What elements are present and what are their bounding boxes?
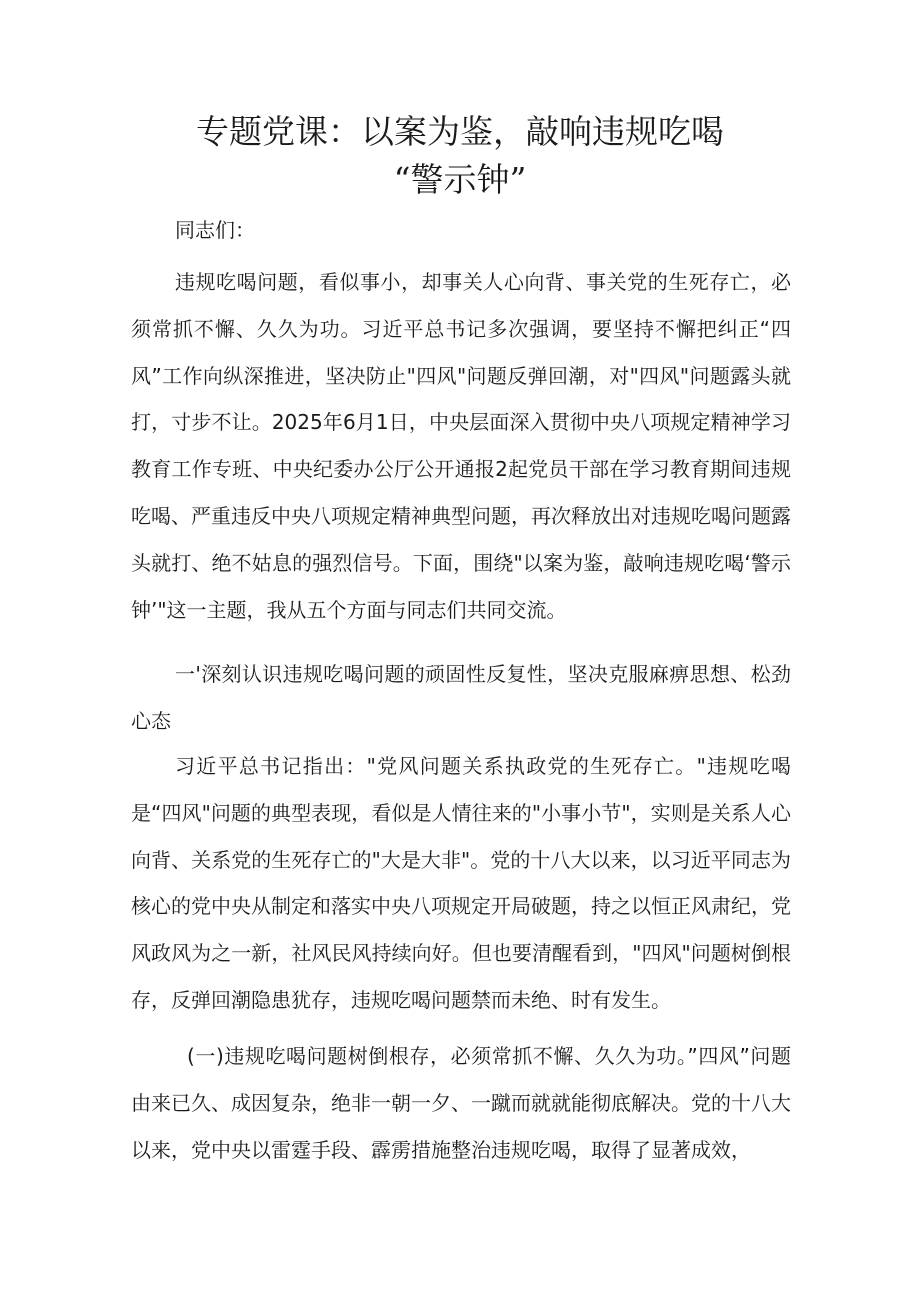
document-title-line-1: 专题党课：以案为鉴，敲响违规吃喝 — [196, 112, 724, 151]
salutation: 同志们： — [175, 218, 255, 242]
section-heading-1: 一'深刻认识违规吃喝问题的顽固性反复性，坚决克服麻痹思想、松劲心态 — [131, 662, 791, 733]
subsection-paragraph-1: (一)违规吃喝问题树倒根存，必须常抓不懈、久久为功。”四风”问题由来已久、成因复杂，绝非一朝一夕、一蹴而就就能彻底解决。党的十八大以来，党中央以雷霆手段、霹雳措施整治违规吃喝，取得了显著成效， — [131, 1044, 791, 1162]
quote-paragraph: 习近平总书记指出："党风问题关系执政党的生死存亡。"违规吃喝是“四风"问题的典型表现，看似是人情往来的"小事小节"，实则是关系人心向背、关系党的生死存亡的"大是大非"。党的十八大以来，以习近平同志为核心的党中央从制定和落实中央八项规定开局破题，持之以恒正风肃纪，党风政风为之一新，社风民风持续向好。但也要清醒看到，"四风"问题树倒根存，反弹回潮隐患犹存，违规吃喝问题禁而未绝、时有发生。 — [131, 754, 791, 1012]
intro-paragraph: 违规吃喝问题，看似事小，却事关人心向背、事关党的生死存亡，必须常抓不懈、久久为功。习近平总书记多次强调，要坚持不懈把纠正“四风”工作向纵深推进，坚决防止"四风"问题反弹回潮，对"四风"问题露头就打，寸步不让。2025年6月1日，中央层面深入贯彻中央八项规定精神学习教育工作专班、中央纪委办公厅公开通报2起党员干部在学习教育期间违规吃喝、严重违反中央八项规定精神典型问题，再次释放出对违规吃喝问题露头就打、绝不姑息的强烈信号。下面，围绕"以案为鉴，敲响违规吃喝‘警示钟’"这一主题，我从五个方面与同志们共同交流。 — [131, 270, 791, 622]
document-title-line-2: “警示钟” — [393, 160, 527, 199]
